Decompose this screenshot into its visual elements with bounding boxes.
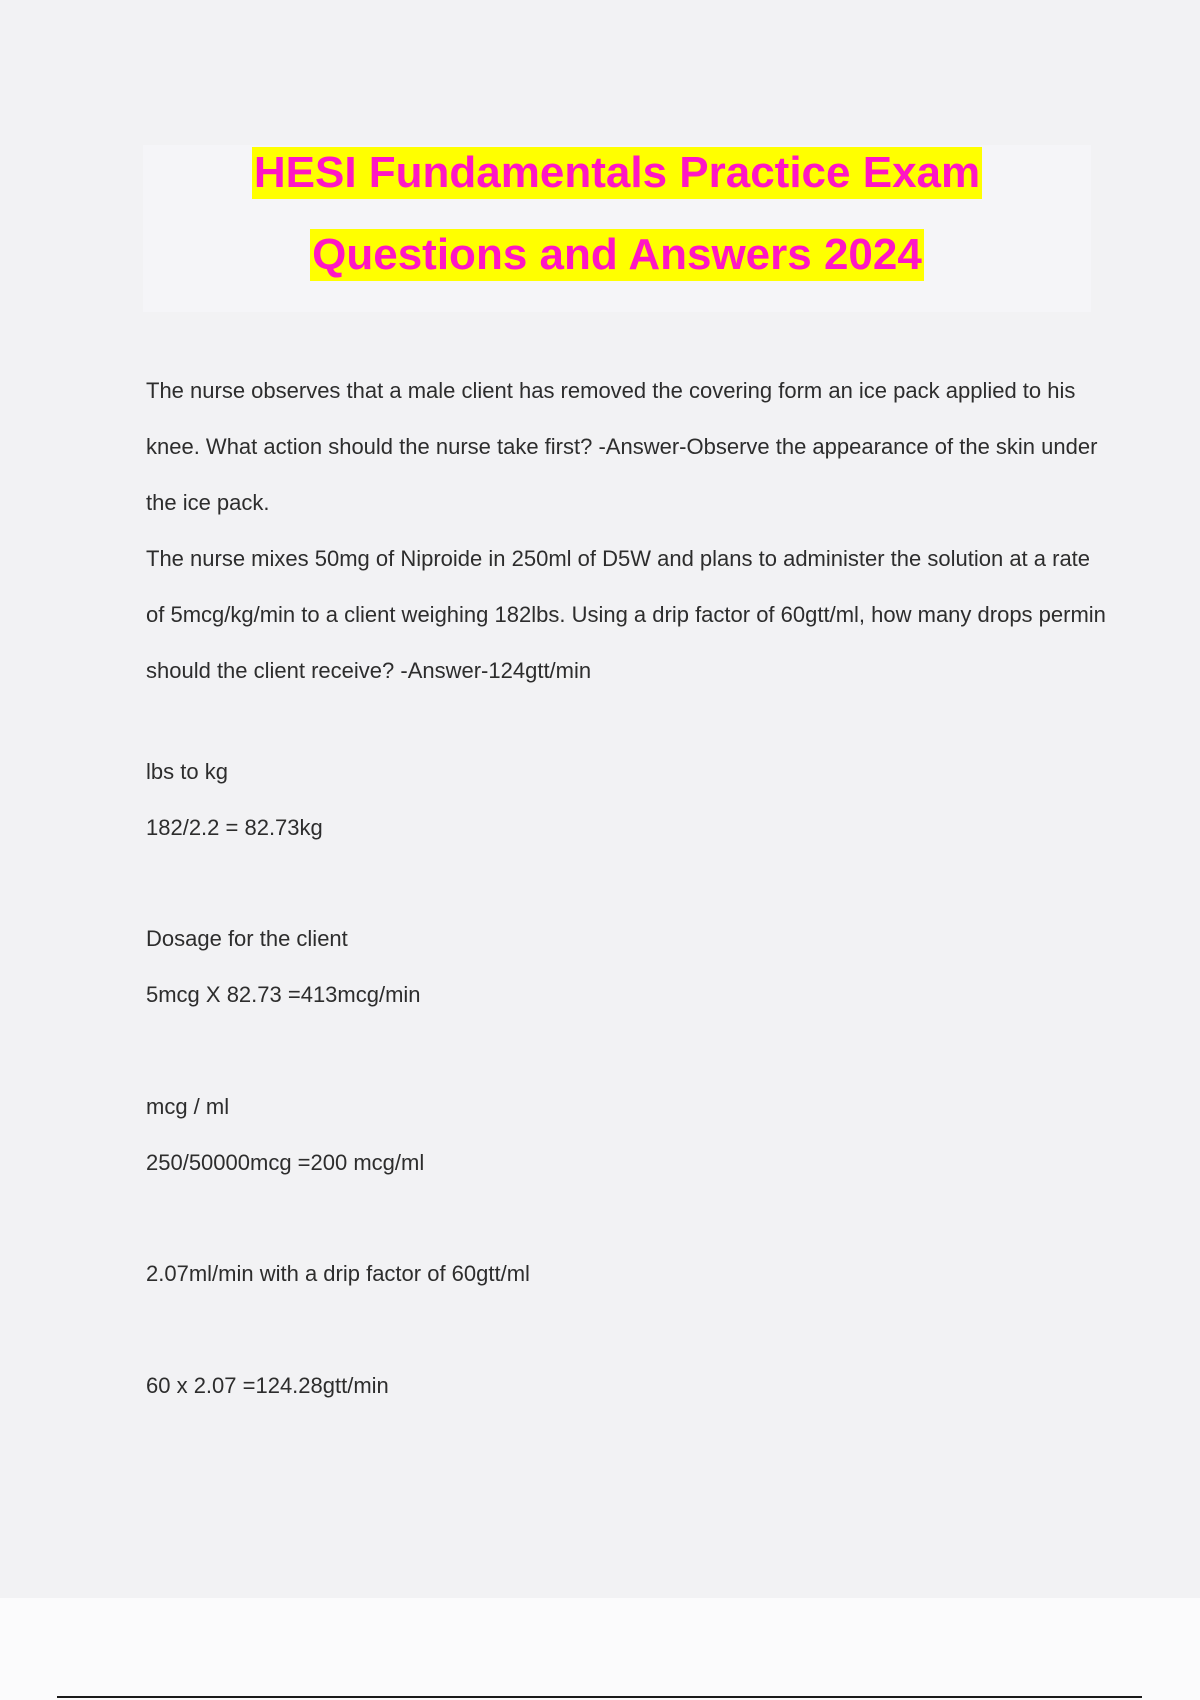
calc-dosage-value: 5mcg X 82.73 =413mcg/min [146, 982, 421, 1007]
calc-dosage-heading: Dosage for the client [146, 926, 348, 951]
title-row-1 [0, 147, 1200, 199]
page-footer [0, 1598, 1200, 1700]
calc-result-line: 60 x 2.07 =124.28gtt/min [146, 1373, 389, 1398]
footer-divider [57, 1696, 1142, 1698]
calc-lbs-heading: lbs to kg [146, 759, 228, 784]
calc-rate-line: 2.07ml/min with a drip factor of 60gtt/ml [146, 1261, 530, 1286]
question-1-text: The nurse observes that a male client has removed the covering form an ice pack applied to his knee. What action should the nurse take first? -Answer-Observe the appearance of the skin under the ice pack. [146, 378, 1098, 515]
title-row-2 [0, 229, 1200, 281]
page-title-line-1: HESI Fundamentals Practice Exam [253, 148, 981, 197]
calc-mcg-heading: mcg / ml [146, 1094, 230, 1119]
calc-mcg-value: 250/50000mcg =200 mcg/ml [146, 1150, 425, 1175]
page-title-line-2: Questions and Answers 2024 [312, 230, 922, 279]
calc-lbs-value: 182/2.2 = 82.73kg [146, 815, 323, 840]
question-block [146, 363, 1106, 699]
question-2-text: The nurse mixes 50mg of Niproide in 250ml of D5W and plans to administer the solution at a rate of 5mcg/kg/min to a client weighing 182lbs. Using a drip factor of 60gtt/ml, how many drops permin should the client receive? -Answer-124gtt/min [146, 546, 1106, 683]
